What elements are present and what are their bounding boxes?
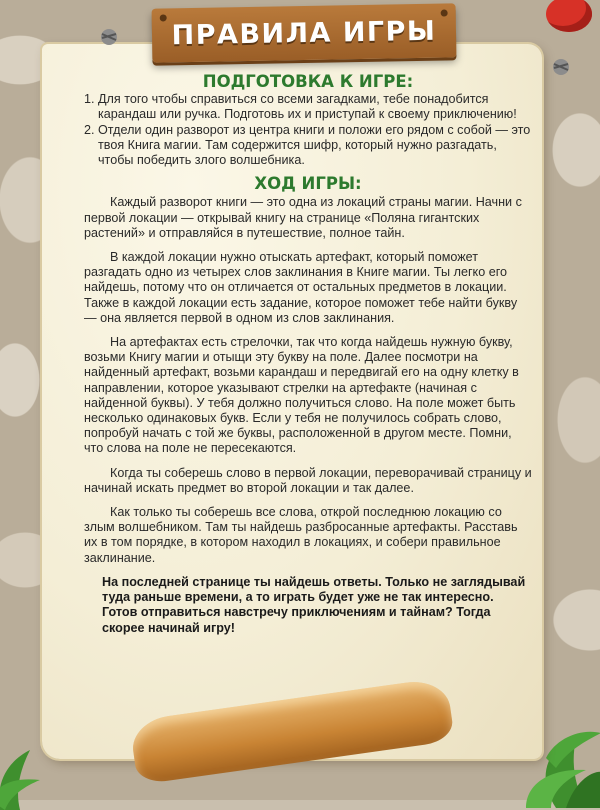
gameplay-paragraph: На артефактах есть стрелочки, так что когда найдешь нужную букву, возьми Книгу магии и отыщи эту букву на поле. Далее посмотри на найденный артефакт, возьми карандаш и передвигай его на одну клетку в направлении, которое указывают стрелки на артефакте (начиная с найденной буквы). У тебя должно получиться слово. На поле может быть несколько одинаковых букв. Если у тебя не получилось собрать слово, попробуй начать с той же буквы, расположенной в другом месте. Помни, что слова на поле не пересекаются. bbox=[84, 335, 519, 456]
gameplay-paragraph: В каждой локации нужно отыскать артефакт, который поможет разгадать одно из четырех слов заклинания в Книге магии. Ты легко его найдешь, потому что он отличается от остальных предметов в локации. Также в каждой локации есть задание, которое поможет тебе найти букву — она является первой в одном из слов заклинания. bbox=[84, 250, 518, 325]
gameplay-heading: ХОД ИГРЫ: bbox=[254, 174, 362, 194]
title-sign bbox=[152, 3, 457, 62]
gameplay-paragraph: Как только ты соберешь все слова, открой последнюю локацию со злым волшебником. Там ты найдешь разбросанные артефакты. Расставь их в том порядке, в котором находил в локациях, и собери правильное заклинание. bbox=[84, 505, 518, 565]
list-item-text: Отдели один разворот из центра книги и положи его рядом с собой — это твоя Книга магии. Там содержится шифр, который нужно разгадать, чтобы победить злого волшебника. bbox=[98, 122, 531, 168]
page-title: ПРАВИЛА ИГРЫ bbox=[171, 15, 437, 51]
list-item-number: 2. bbox=[84, 122, 95, 137]
gameplay-paragraph: Когда ты соберешь слово в первой локации, переворачивай страницу и начинай искать предмет во второй локации и так далее. bbox=[84, 465, 532, 495]
list-item-number: 1. bbox=[84, 92, 95, 107]
pin-icon bbox=[96, 26, 122, 48]
gameplay-paragraph: Каждый разворот книги — это одна из локаций страны магии. Начни с первой локации — открывай книгу на странице «Поляна гигантских растений» и отправляйся в путешествие, полное тайн. bbox=[84, 195, 522, 240]
rules-content bbox=[84, 74, 532, 645]
list-item bbox=[84, 92, 532, 122]
list-item bbox=[84, 123, 532, 169]
list-item-text: Для того чтобы справиться со всеми загадками, тебе понадобится карандаш или ручка. Подготовь их и приступай к своему приключению! bbox=[98, 92, 517, 122]
final-note: На последней странице ты найдешь ответы. Только не заглядывай туда раньше времени, а то играть будет уже не так интересно. Готов отправиться навстречу приключениям и тайнам? Тогда скорее начинай игру! bbox=[102, 574, 526, 635]
pin-icon bbox=[548, 56, 574, 78]
preparation-list bbox=[84, 92, 532, 168]
preparation-heading: ПОДГОТОВКА К ИГРЕ: bbox=[202, 72, 414, 91]
